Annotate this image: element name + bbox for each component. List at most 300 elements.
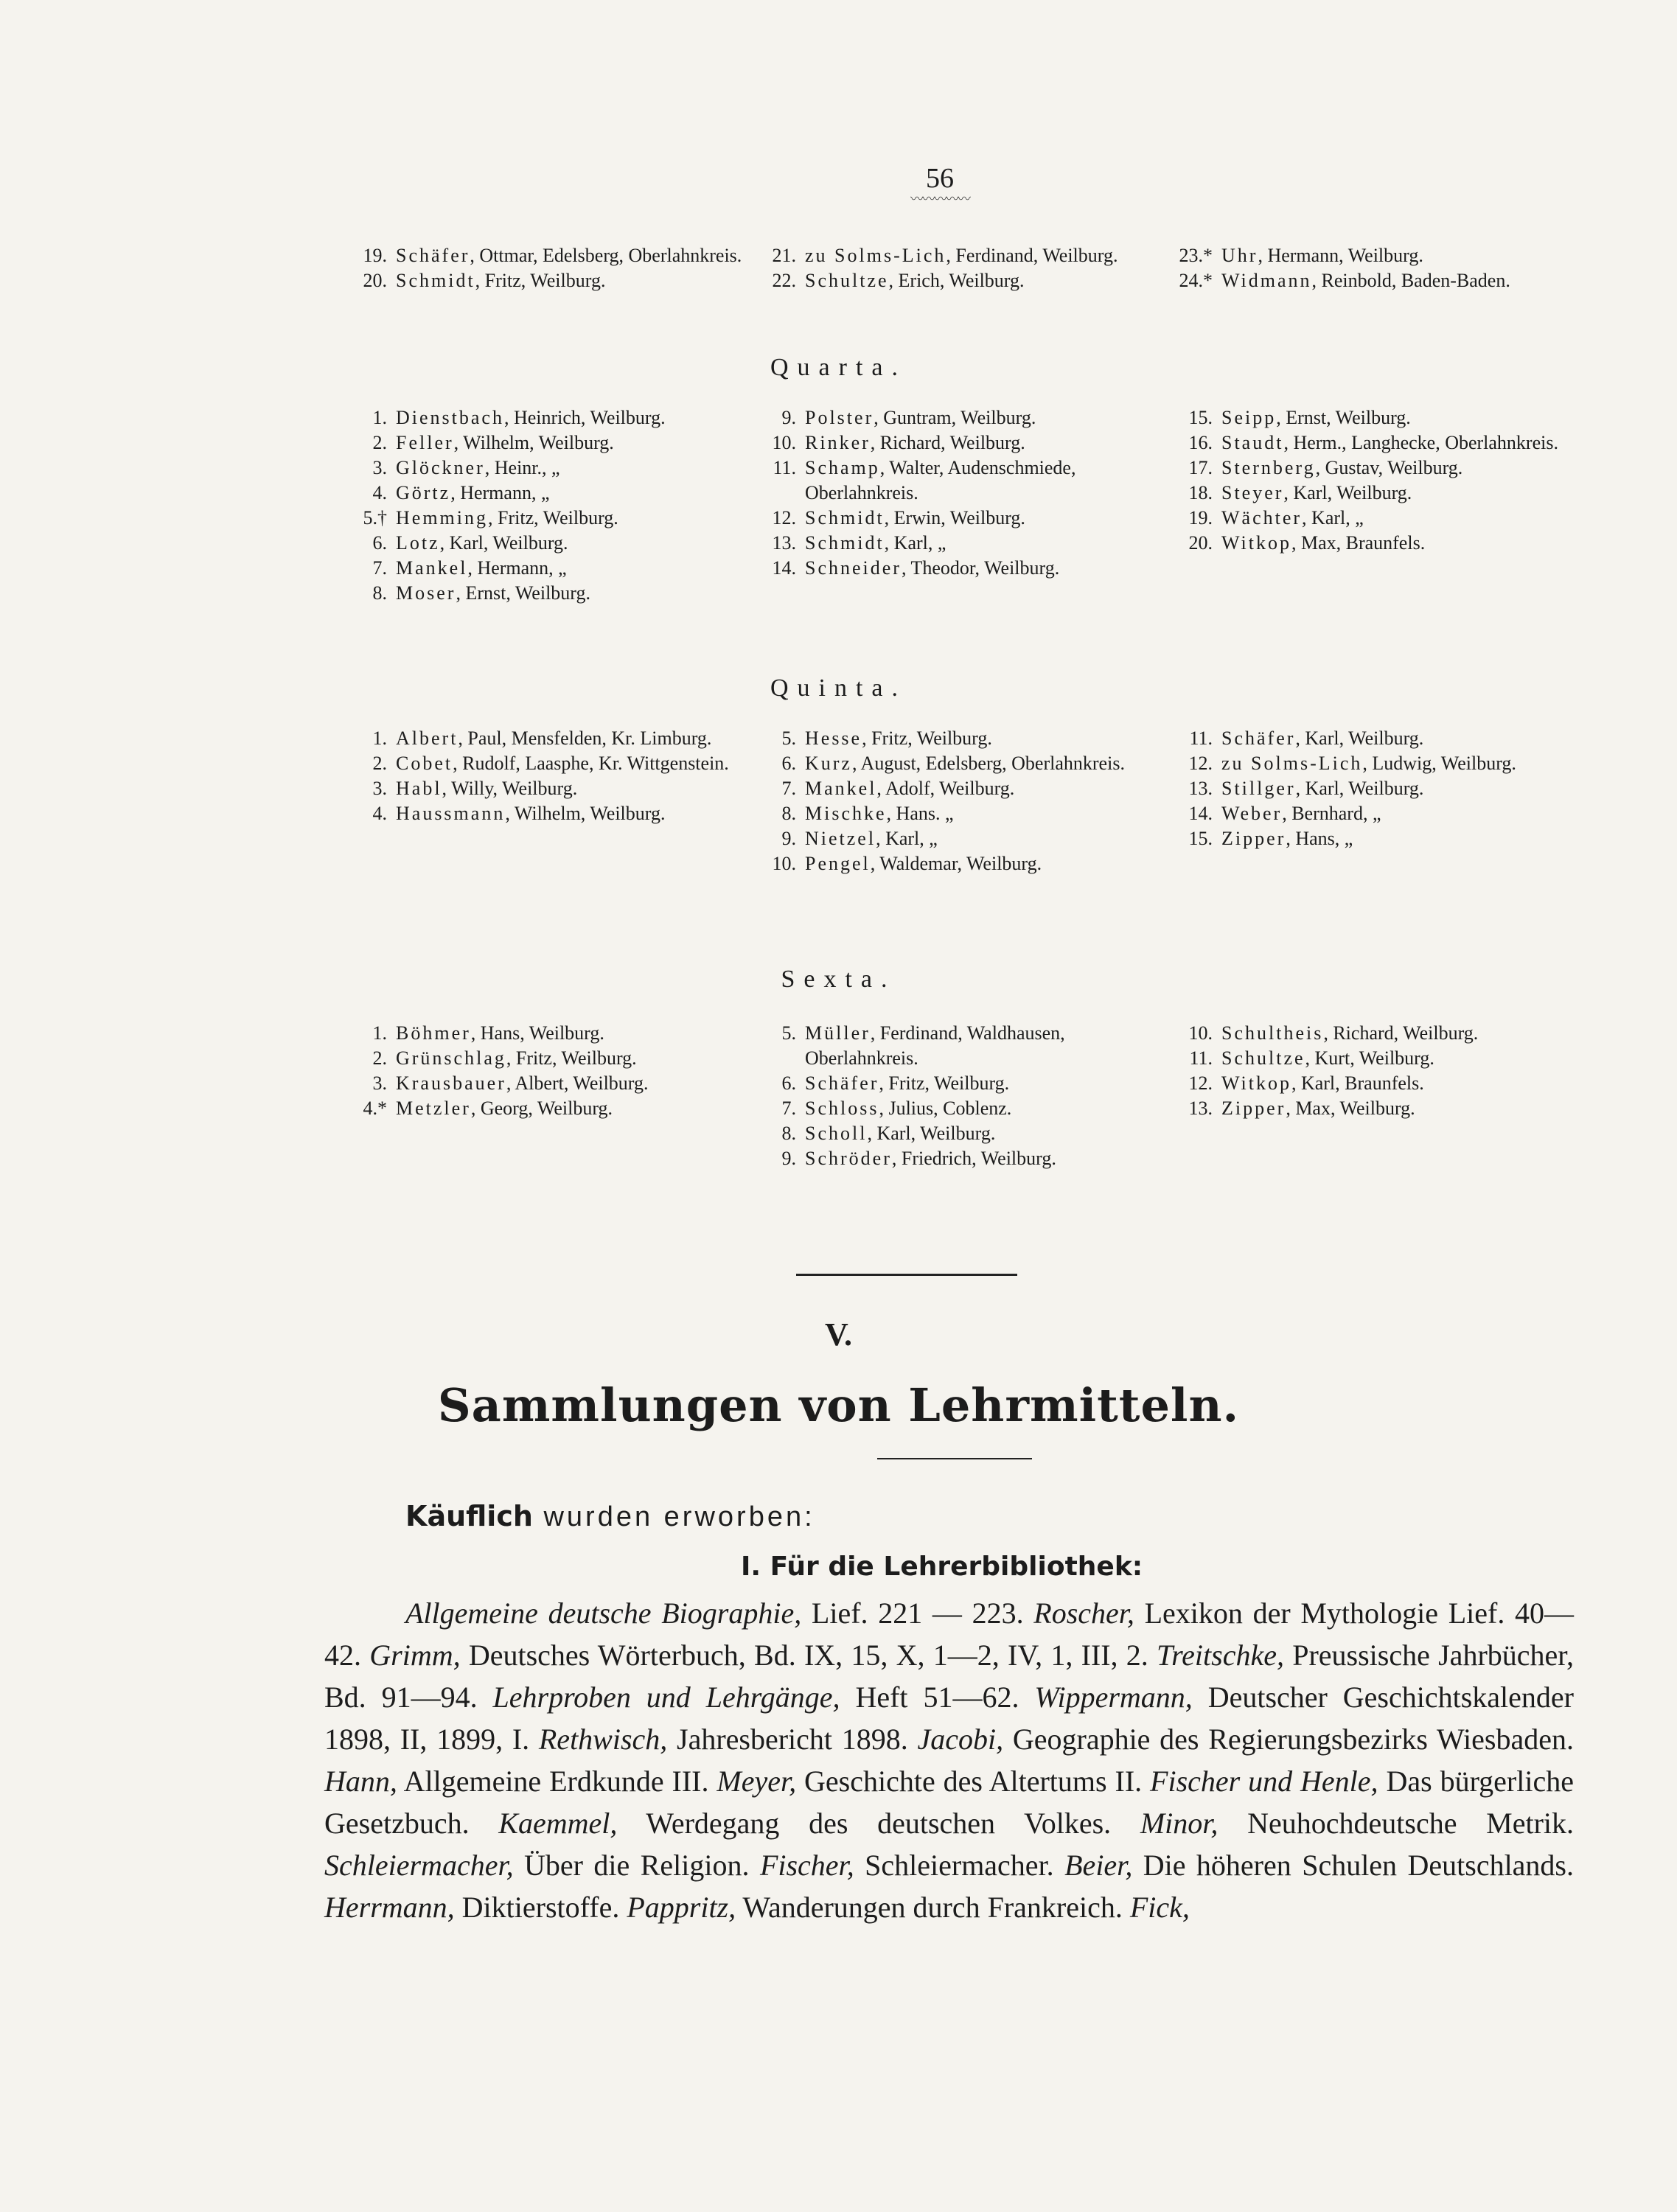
- item-text: [396, 531, 745, 556]
- item-details: , Hermann, Weilburg.: [1258, 245, 1423, 266]
- list-item: [1172, 776, 1570, 801]
- list-item: [756, 1096, 1154, 1121]
- item-number: 10.: [772, 853, 796, 874]
- item-surname: Schmidt: [805, 507, 885, 528]
- item-surname: Uhr: [1221, 245, 1258, 266]
- list-item: [756, 430, 1154, 456]
- item-number: 4.*: [363, 1098, 387, 1119]
- item-number: 17.: [1188, 457, 1213, 478]
- item-surname: Kurz: [805, 753, 852, 774]
- item-number: 20.: [1188, 532, 1213, 554]
- item-details: , Friedrich, Weilburg.: [891, 1148, 1056, 1169]
- item-details: , Karl, Weilburg.: [1295, 728, 1424, 749]
- item-surname: Rinker: [805, 432, 871, 453]
- item-text: [805, 430, 1154, 456]
- item-surname: Görtz: [396, 482, 451, 503]
- bibliographic-text: Geographie des Regierungsbezirks Wiesbaden.: [1003, 1723, 1575, 1756]
- item-details: , Fritz, Weilburg.: [488, 507, 618, 528]
- item-number: 12.: [1188, 1072, 1213, 1094]
- list-item: [1172, 243, 1570, 268]
- item-number: 7.: [781, 778, 796, 799]
- column-2: [756, 243, 1154, 293]
- item-text: [805, 531, 1154, 556]
- bibliographic-text: Allgemeine Erdkunde III.: [397, 1765, 717, 1798]
- item-surname: Wächter: [1221, 507, 1303, 528]
- column-1: [346, 243, 745, 293]
- author-or-title: Grimm,: [369, 1639, 461, 1672]
- item-details: , Wilhelm, Weilburg.: [505, 803, 666, 824]
- item-number: 13.: [772, 532, 796, 554]
- item-details: , Ludwig, Weilburg.: [1362, 753, 1516, 774]
- divider-rule: [796, 1274, 1017, 1276]
- library-paragraph: [324, 1592, 1574, 1928]
- item-surname: Metzler: [396, 1098, 471, 1119]
- author-or-title: Minor,: [1140, 1807, 1218, 1840]
- list-item: [346, 801, 745, 826]
- section-number: V.: [824, 1316, 853, 1353]
- list-item: [1172, 405, 1570, 430]
- bibliographic-text: Jahresbericht 1898.: [667, 1723, 918, 1756]
- item-details: , Ferdinand, Weilburg.: [946, 245, 1118, 266]
- item-surname: Witkop: [1221, 1072, 1291, 1094]
- column-1: [346, 405, 745, 606]
- item-surname: Haussmann: [396, 803, 506, 824]
- item-text: [1221, 481, 1570, 506]
- item-text: [805, 1146, 1154, 1171]
- item-details: , Heinrich, Weilburg.: [503, 407, 666, 428]
- item-number: 24.*: [1179, 270, 1213, 291]
- item-text: [805, 801, 1154, 826]
- item-text: [1221, 430, 1570, 456]
- item-number: 1.: [372, 407, 387, 428]
- item-number: 15.: [1188, 828, 1213, 849]
- list-item: [1172, 456, 1570, 481]
- item-text: [1221, 268, 1570, 293]
- item-number: 3.: [372, 1072, 387, 1094]
- item-surname: Schultheis: [1221, 1022, 1324, 1044]
- item-number: 13.: [1188, 1098, 1213, 1119]
- item-text: [805, 1021, 1154, 1071]
- item-text: [805, 1121, 1154, 1146]
- item-text: [396, 581, 745, 606]
- item-number: 3.: [372, 457, 387, 478]
- item-details: , Willy, Weilburg.: [442, 778, 578, 799]
- item-details: , Karl, „: [1302, 507, 1364, 528]
- item-text: [805, 726, 1154, 751]
- item-text: [396, 506, 745, 531]
- column-3: [1172, 243, 1570, 293]
- item-text: [1221, 826, 1570, 851]
- item-surname: Steyer: [1221, 482, 1284, 503]
- bibliographic-text: Geschichte des Altertums II.: [796, 1765, 1151, 1798]
- item-surname: Schäfer: [396, 245, 470, 266]
- item-details: , Rudolf, Laasphe, Kr. Wittgenstein.: [453, 753, 729, 774]
- item-text: [1221, 1021, 1570, 1046]
- item-surname: Hesse: [805, 728, 862, 749]
- item-text: [396, 430, 745, 456]
- item-number: 9.: [781, 828, 796, 849]
- list-item: [346, 243, 745, 268]
- item-text: [396, 726, 745, 751]
- item-text: [805, 751, 1154, 776]
- list-item: [1172, 726, 1570, 751]
- author-or-title: Lehrproben und Lehrgänge,: [492, 1681, 840, 1714]
- item-number: 18.: [1188, 482, 1213, 503]
- list-item: [346, 456, 745, 481]
- item-surname: Grünschlag: [396, 1047, 506, 1069]
- item-surname: Krausbauer: [396, 1072, 506, 1094]
- list-item: [346, 581, 745, 606]
- item-details: , Karl, Braunfels.: [1291, 1072, 1424, 1094]
- item-surname: Stillger: [1221, 778, 1296, 799]
- author-or-title: Fischer und Henle,: [1150, 1765, 1378, 1798]
- column-2: [756, 726, 1154, 876]
- item-number: 2.: [372, 753, 387, 774]
- list-item: [346, 556, 745, 581]
- item-details: , Georg, Weilburg.: [470, 1098, 613, 1119]
- item-text: [396, 405, 745, 430]
- list-item: [756, 776, 1154, 801]
- bibliographic-text: Die höheren Schulen Deutschlands.: [1132, 1849, 1575, 1882]
- item-surname: Glöckner: [396, 457, 485, 478]
- author-or-title: Allgemeine deutsche Biographie,: [405, 1597, 802, 1630]
- bibliographic-text: Lief. 221 — 223.: [801, 1597, 1034, 1630]
- item-surname: Widmann: [1221, 270, 1312, 291]
- item-details: , Theodor, Weilburg.: [901, 557, 1060, 579]
- item-surname: Schäfer: [1221, 728, 1296, 749]
- item-number: 2.: [372, 1047, 387, 1069]
- list-item: [346, 531, 745, 556]
- item-surname: Schmidt: [396, 270, 475, 291]
- item-surname: Pengel: [805, 853, 871, 874]
- item-number: 20.: [363, 270, 387, 291]
- item-number: 23.*: [1179, 245, 1213, 266]
- item-text: [1221, 776, 1570, 801]
- item-text: [1221, 456, 1570, 481]
- column-3: [1172, 1021, 1570, 1121]
- list-item: [756, 405, 1154, 430]
- item-text: [805, 851, 1154, 876]
- item-number: 12.: [772, 507, 796, 528]
- item-text: [1221, 531, 1570, 556]
- item-text: [396, 1096, 745, 1121]
- item-details: , Erwin, Weilburg.: [884, 507, 1025, 528]
- item-details: , Julius, Coblenz.: [879, 1098, 1012, 1119]
- item-surname: Sternberg: [1221, 457, 1316, 478]
- list-item: [1172, 430, 1570, 456]
- list-item: [346, 1071, 745, 1096]
- item-number: 19.: [363, 245, 387, 266]
- list-item: [1172, 531, 1570, 556]
- list-item: [756, 506, 1154, 531]
- item-details: , Max, Braunfels.: [1291, 532, 1426, 554]
- bibliographic-text: Deutsches Wörterbuch, Bd. IX, 15, X, 1—2, IV, 1, III, 2.: [460, 1639, 1157, 1672]
- item-text: [805, 268, 1154, 293]
- item-text: [1221, 506, 1570, 531]
- item-surname: Albert: [396, 728, 459, 749]
- item-text: [396, 1046, 745, 1071]
- item-details: , Fritz, Weilburg.: [475, 270, 606, 291]
- column-3: [1172, 405, 1570, 556]
- column-2: [756, 405, 1154, 581]
- item-text: [1221, 801, 1570, 826]
- item-surname: Mankel: [805, 778, 877, 799]
- item-number: 9.: [781, 1148, 796, 1169]
- list-item: [346, 430, 745, 456]
- author-or-title: Fischer,: [759, 1849, 854, 1882]
- item-details: , Guntram, Weilburg.: [874, 407, 1036, 428]
- item-number: 3.: [372, 778, 387, 799]
- item-details: , Hans, Weilburg.: [470, 1022, 604, 1044]
- item-details: , Richard, Weilburg.: [870, 432, 1025, 453]
- list-item: [1172, 1046, 1570, 1071]
- item-details: , Herm., Langhecke, Oberlahnkreis.: [1283, 432, 1558, 453]
- list-item: [1172, 751, 1570, 776]
- item-details: , Karl, „: [884, 532, 946, 554]
- acquired-rest: wurden erworben:: [532, 1501, 815, 1532]
- bibliographic-text: Werdegang des deutschen Volkes.: [617, 1807, 1140, 1840]
- item-surname: Schamp: [805, 457, 880, 478]
- item-details: , Bernhard, „: [1282, 803, 1381, 824]
- item-text: [396, 243, 745, 268]
- author-or-title: Schleiermacher,: [324, 1849, 514, 1882]
- item-number: 22.: [772, 270, 796, 291]
- item-number: 11.: [773, 457, 796, 478]
- list-item: [346, 726, 745, 751]
- item-text: [805, 826, 1154, 851]
- list-item: [346, 1096, 745, 1121]
- item-surname: Zipper: [1221, 828, 1286, 849]
- item-details: , Paul, Mensfelden, Kr. Limburg.: [458, 728, 712, 749]
- acquired-bold: Käuflich: [405, 1500, 533, 1532]
- item-surname: Dienstbach: [396, 407, 504, 428]
- item-details: , Karl, Weilburg.: [439, 532, 568, 554]
- bibliographic-text: Über die Religion.: [513, 1849, 760, 1882]
- list-item: [1172, 506, 1570, 531]
- author-or-title: Beier,: [1064, 1849, 1133, 1882]
- list-item: [756, 531, 1154, 556]
- item-details: , Ottmar, Edelsberg, Oberlahnkreis.: [470, 245, 742, 266]
- list-item: [1172, 1071, 1570, 1096]
- item-text: [1221, 1071, 1570, 1096]
- item-details: , Karl, „: [876, 828, 938, 849]
- item-number: 7.: [781, 1098, 796, 1119]
- item-number: 11.: [1189, 1047, 1213, 1069]
- item-details: , August, Edelsberg, Oberlahnkreis.: [851, 753, 1125, 774]
- list-item: [756, 726, 1154, 751]
- acquired-label: [405, 1500, 815, 1533]
- item-details: , Walter, Audenschmiede, Oberlahnkreis.: [805, 457, 1076, 503]
- item-details: , Fritz, Weilburg.: [506, 1047, 637, 1069]
- item-details: , Max, Weilburg.: [1286, 1098, 1415, 1119]
- section-title-quarta: Quarta.: [770, 354, 907, 381]
- item-details: , Reinbold, Baden-Baden.: [1311, 270, 1510, 291]
- item-surname: Weber: [1221, 803, 1283, 824]
- item-surname: Scholl: [805, 1123, 868, 1144]
- decorative-wave: 〰〰〰〰〰: [910, 192, 969, 206]
- author-or-title: Meyer,: [717, 1765, 797, 1798]
- item-details: , Karl, Weilburg.: [1283, 482, 1412, 503]
- item-details: , Hans, „: [1286, 828, 1353, 849]
- bibliographic-text: Diktierstoffe.: [454, 1891, 627, 1924]
- item-text: [805, 243, 1154, 268]
- item-details: , Karl, Weilburg.: [1295, 778, 1424, 799]
- item-surname: Nietzel: [805, 828, 876, 849]
- list-item: [756, 1146, 1154, 1171]
- item-number: 15.: [1188, 407, 1213, 428]
- item-number: 14.: [1188, 803, 1213, 824]
- item-number: 5.: [781, 728, 796, 749]
- item-number: 5.: [781, 1022, 796, 1044]
- item-text: [396, 1021, 745, 1046]
- list-item: [346, 1046, 745, 1071]
- list-item: [756, 1071, 1154, 1096]
- item-text: [805, 776, 1154, 801]
- list-item: [1172, 801, 1570, 826]
- list-item: [756, 751, 1154, 776]
- author-or-title: Pappritz,: [627, 1891, 736, 1924]
- list-item: [756, 801, 1154, 826]
- item-surname: Mischke: [805, 803, 887, 824]
- item-details: , Heinr., „: [484, 457, 560, 478]
- item-details: , Hermann, „: [467, 557, 567, 579]
- bibliographic-text: Deutscher Geschichtskalender 1898, II, 1899, I.: [324, 1681, 1574, 1756]
- column-1: [346, 726, 745, 826]
- author-or-title: Herrmann,: [324, 1891, 455, 1924]
- item-details: , Kurt, Weilburg.: [1305, 1047, 1434, 1069]
- item-surname: zu Solms-Lich: [1221, 753, 1363, 774]
- item-surname: zu Solms-Lich: [805, 245, 946, 266]
- list-item: [346, 1021, 745, 1046]
- item-text: [396, 1071, 745, 1096]
- item-number: 2.: [372, 432, 387, 453]
- item-text: [805, 405, 1154, 430]
- item-surname: Polster: [805, 407, 874, 428]
- item-number: 12.: [1188, 753, 1213, 774]
- item-text: [1221, 1046, 1570, 1071]
- item-number: 4.: [372, 482, 387, 503]
- list-item: [346, 481, 745, 506]
- item-number: 19.: [1188, 507, 1213, 528]
- item-surname: Cobet: [396, 753, 453, 774]
- item-details: , Karl, Weilburg.: [867, 1123, 996, 1144]
- list-item: [346, 776, 745, 801]
- list-item: [756, 456, 1154, 506]
- item-text: [396, 751, 745, 776]
- item-number: 21.: [772, 245, 796, 266]
- item-number: 9.: [781, 407, 796, 428]
- list-item: [1172, 826, 1570, 851]
- author-or-title: Rethwisch,: [538, 1723, 668, 1756]
- item-surname: Böhmer: [396, 1022, 471, 1044]
- list-item: [756, 851, 1154, 876]
- item-surname: Schneider: [805, 557, 902, 579]
- item-surname: Mankel: [396, 557, 468, 579]
- item-text: [1221, 405, 1570, 430]
- bibliographic-text: Lexikon der Mythologie Lief. 40—42.: [324, 1597, 1575, 1672]
- item-text: [396, 268, 745, 293]
- author-or-title: Roscher,: [1033, 1597, 1134, 1630]
- bibliographic-text: Heft 51—62.: [840, 1681, 1035, 1714]
- list-item: [756, 1121, 1154, 1146]
- list-item: [1172, 1021, 1570, 1046]
- item-surname: Schröder: [805, 1148, 892, 1169]
- bibliographic-text: Neuhochdeutsche Metrik.: [1218, 1807, 1574, 1840]
- item-text: [396, 776, 745, 801]
- item-number: 6.: [372, 532, 387, 554]
- item-surname: Seipp: [1221, 407, 1277, 428]
- item-text: [805, 456, 1154, 506]
- item-text: [805, 1096, 1154, 1121]
- item-surname: Schmidt: [805, 532, 885, 554]
- list-item: [756, 556, 1154, 581]
- item-number: 13.: [1188, 778, 1213, 799]
- item-text: [1221, 1096, 1570, 1121]
- section-title-sexta: Sexta.: [781, 966, 896, 993]
- author-or-title: Treitschke,: [1157, 1639, 1284, 1672]
- item-details: , Ferdinand, Waldhausen, Oberlahnkreis.: [805, 1022, 1065, 1069]
- item-details: , Adolf, Weilburg.: [876, 778, 1015, 799]
- item-number: 1.: [372, 1022, 387, 1044]
- item-details: , Erich, Weilburg.: [888, 270, 1025, 291]
- item-details: , Ernst, Weilburg.: [1276, 407, 1411, 428]
- bibliographic-text: Das bürgerliche Gesetzbuch.: [324, 1765, 1574, 1840]
- list-item: [756, 243, 1154, 268]
- item-number: 6.: [781, 1072, 796, 1094]
- column-2: [756, 1021, 1154, 1171]
- item-number: 8.: [372, 582, 387, 604]
- bibliographic-text: Wanderungen durch Frankreich.: [736, 1891, 1130, 1924]
- list-item: [1172, 481, 1570, 506]
- item-details: , Hermann, „: [450, 482, 550, 503]
- item-text: [805, 506, 1154, 531]
- author-or-title: Jacobi,: [917, 1723, 1004, 1756]
- item-number: 4.: [372, 803, 387, 824]
- list-item: [756, 268, 1154, 293]
- item-number: 5.†: [363, 507, 387, 528]
- item-text: [396, 556, 745, 581]
- item-details: , Ernst, Weilburg.: [456, 582, 590, 604]
- section-heading: Sammlungen von Lehrmitteln.: [437, 1378, 1240, 1432]
- item-surname: Moser: [396, 582, 456, 604]
- item-surname: Schultze: [805, 270, 889, 291]
- item-text: [1221, 751, 1570, 776]
- section-title-quinta: Quinta.: [770, 674, 907, 702]
- item-number: 7.: [372, 557, 387, 579]
- item-details: , Richard, Weilburg.: [1323, 1022, 1479, 1044]
- item-text: [396, 456, 745, 481]
- item-details: , Waldemar, Weilburg.: [870, 853, 1042, 874]
- list-item: [1172, 1096, 1570, 1121]
- item-surname: Schloss: [805, 1098, 879, 1119]
- item-details: , Fritz, Weilburg.: [862, 728, 992, 749]
- item-text: [1221, 243, 1570, 268]
- list-item: [756, 826, 1154, 851]
- page-number: 56 〰〰〰〰〰: [885, 162, 995, 208]
- list-item: [346, 268, 745, 293]
- item-number: 14.: [772, 557, 796, 579]
- item-surname: Feller: [396, 432, 454, 453]
- author-or-title: Kaemmel,: [498, 1807, 618, 1840]
- list-item: [346, 506, 745, 531]
- list-item: [1172, 268, 1570, 293]
- item-details: , Hans. „: [886, 803, 954, 824]
- list-item: [756, 1021, 1154, 1071]
- item-surname: Lotz: [396, 532, 440, 554]
- item-surname: Witkop: [1221, 532, 1291, 554]
- item-number: 6.: [781, 753, 796, 774]
- item-number: 10.: [1188, 1022, 1213, 1044]
